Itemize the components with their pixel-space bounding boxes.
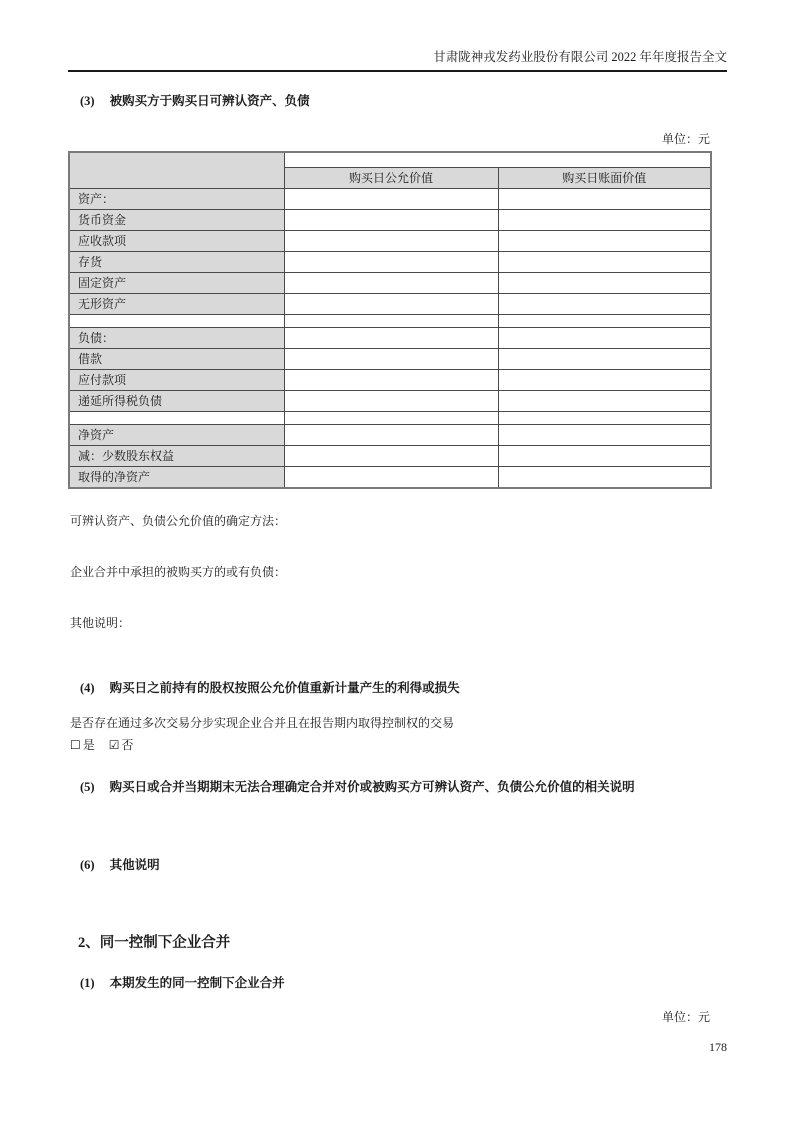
section6-number: (6) — [80, 858, 95, 872]
value-cell — [284, 273, 498, 294]
section4-title: 购买日之前持有的股权按照公允价值重新计量产生的利得或损失 — [109, 681, 460, 695]
corner-cell — [69, 152, 284, 189]
table-row — [69, 446, 711, 467]
value-cell — [498, 231, 711, 252]
note-contingent-liabilities: 企业合并中承担的被购买方的或有负债： — [70, 565, 287, 579]
table-row — [69, 467, 711, 489]
section3-heading — [80, 94, 720, 109]
row-label: 固定资产 — [69, 273, 284, 294]
table-row — [69, 152, 711, 168]
row-label: 应收款项 — [69, 231, 284, 252]
unit-label-bottom: 单位：元 — [661, 1010, 710, 1024]
merge-under-common-control-heading: 2、同一控制下企业合并 — [78, 935, 231, 951]
empty-spanner-cell — [284, 152, 711, 168]
table-row — [69, 349, 711, 370]
section5-title: 购买日或合并当期期末无法合理确定合并对价或被购买方可辨认资产、负债公允价值的相关说明 — [109, 780, 635, 794]
row-label: 货币资金 — [69, 210, 284, 231]
checkbox-checked-icon: ☑ — [108, 738, 120, 752]
value-cell — [284, 370, 498, 391]
row-label: 负债： — [69, 328, 284, 349]
value-cell — [498, 425, 711, 446]
table-row-blank — [69, 315, 711, 328]
identifiable-assets-liabilities-table — [68, 151, 712, 489]
section6-heading — [80, 858, 720, 873]
merge-sub1-title: 本期发生的同一控制下企业合并 — [109, 976, 285, 990]
row-label: 存货 — [69, 252, 284, 273]
value-cell — [498, 315, 711, 328]
value-cell — [284, 412, 498, 425]
merge-sub1-heading — [80, 976, 720, 991]
step-acquisition-question: 是否存在通过多次交易分步实现企业合并且在报告期内取得控制权的交易 — [70, 716, 455, 730]
table-row — [69, 370, 711, 391]
value-cell — [284, 349, 498, 370]
section4-number: (4) — [80, 681, 95, 695]
option-yes-label: 是 — [82, 738, 95, 752]
table-row — [69, 252, 711, 273]
unit-label-top: 单位：元 — [661, 132, 710, 146]
row-label: 资产： — [69, 189, 284, 210]
value-cell — [284, 189, 498, 210]
option-yes — [70, 738, 95, 753]
value-cell — [498, 210, 711, 231]
value-cell — [284, 210, 498, 231]
column-header-fair-value: 购买日公允价值 — [284, 168, 498, 189]
row-label — [69, 412, 284, 425]
value-cell — [498, 252, 711, 273]
table-row — [69, 210, 711, 231]
value-cell — [498, 349, 711, 370]
section5-number: (5) — [80, 780, 95, 794]
report-header-title: 甘肃陇神戎发药业股份有限公司 2022 年年度报告全文 — [68, 50, 727, 72]
section5-heading — [80, 780, 720, 795]
option-no — [109, 738, 134, 753]
value-cell — [498, 294, 711, 315]
section3-title: 被购买方于购买日可辨认资产、负债 — [109, 94, 310, 108]
yes-no-options — [70, 738, 710, 753]
value-cell — [498, 370, 711, 391]
row-label: 减：少数股东权益 — [69, 446, 284, 467]
value-cell — [284, 446, 498, 467]
row-label: 净资产 — [69, 425, 284, 446]
row-label: 借款 — [69, 349, 284, 370]
section3-number: (3) — [80, 94, 95, 108]
row-label: 取得的净资产 — [69, 467, 284, 489]
row-label: 递延所得税负债 — [69, 391, 284, 412]
value-cell — [498, 467, 711, 489]
table-row — [69, 328, 711, 349]
value-cell — [498, 412, 711, 425]
note-fair-value-method: 可辨认资产、负债公允价值的确定方法： — [70, 514, 287, 528]
row-label: 应付款项 — [69, 370, 284, 391]
value-cell — [284, 231, 498, 252]
page-number: 178 — [709, 1040, 727, 1054]
value-cell — [498, 446, 711, 467]
row-label — [69, 315, 284, 328]
value-cell — [498, 273, 711, 294]
value-cell — [498, 328, 711, 349]
value-cell — [498, 391, 711, 412]
row-label: 无形资产 — [69, 294, 284, 315]
table-row — [69, 231, 711, 252]
table-row — [69, 294, 711, 315]
value-cell — [284, 328, 498, 349]
value-cell — [284, 467, 498, 489]
value-cell — [284, 315, 498, 328]
table-row — [69, 273, 711, 294]
section6-title: 其他说明 — [109, 858, 160, 872]
table-row — [69, 189, 711, 210]
table-row-blank — [69, 412, 711, 425]
section4-heading — [80, 681, 720, 696]
option-no-label: 否 — [121, 738, 134, 752]
merge-sub1-number: (1) — [80, 976, 95, 990]
value-cell — [284, 294, 498, 315]
table-row — [69, 425, 711, 446]
value-cell — [498, 189, 711, 210]
table-row — [69, 391, 711, 412]
column-header-book-value: 购买日账面价值 — [498, 168, 711, 189]
value-cell — [284, 391, 498, 412]
value-cell — [284, 425, 498, 446]
value-cell — [284, 252, 498, 273]
checkbox-unchecked-icon: ☐ — [70, 738, 81, 752]
note-other-remarks: 其他说明： — [70, 616, 131, 630]
